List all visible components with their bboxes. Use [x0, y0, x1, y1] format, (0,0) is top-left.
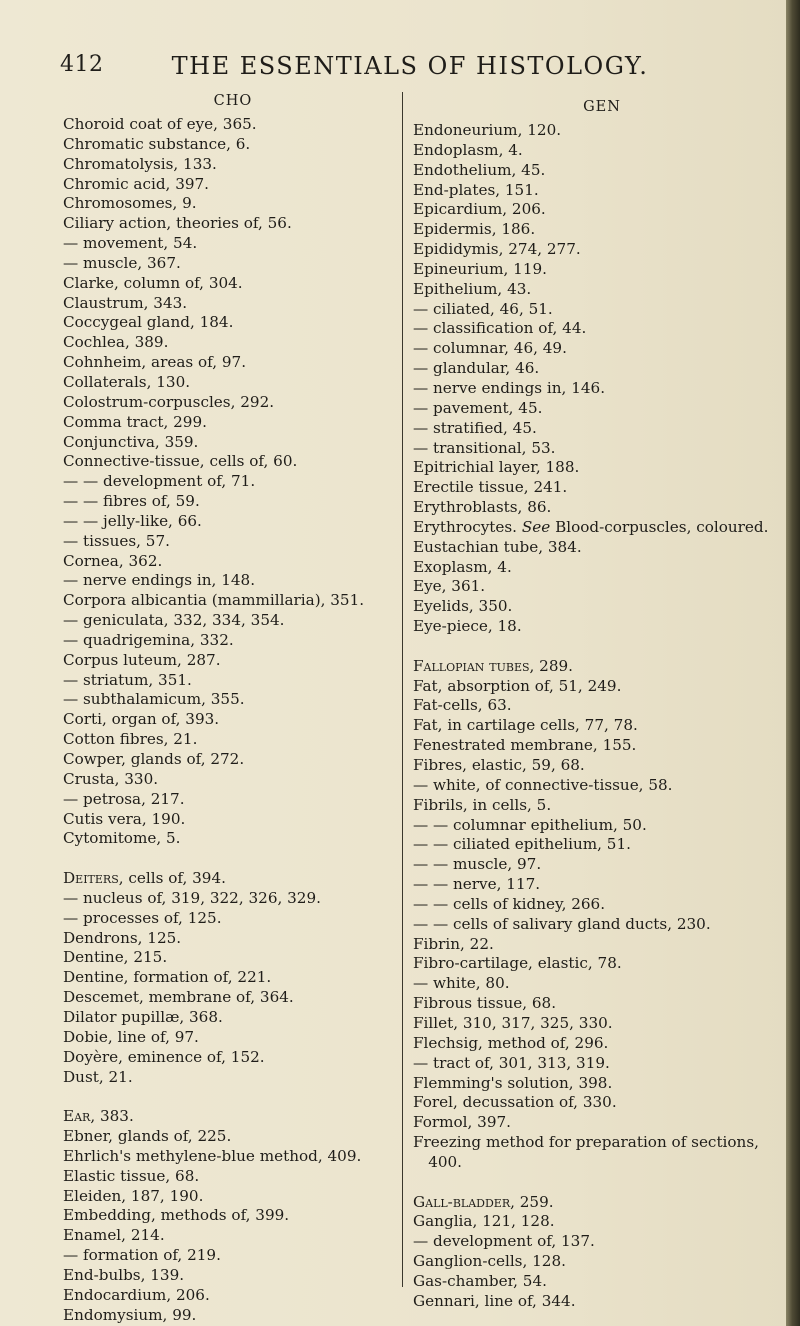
- index-entry: Chromic acid, 397.: [63, 174, 210, 193]
- index-list-e-end: [413, 538, 791, 637]
- index-entry: Gas-chamber, 54.: [413, 1271, 547, 1290]
- index-entry: — nerve endings in, 146.: [413, 378, 606, 397]
- index-entry: — tissues, 57.: [63, 531, 170, 550]
- index-entry: — formation of, 219.: [63, 1246, 221, 1265]
- guide-word-right: GEN: [583, 99, 621, 115]
- index-entry-erythrocytes: [413, 518, 791, 538]
- index-entry: Clarke, column of, 304.: [63, 273, 243, 292]
- index-entry: Fibro-cartilage, elastic, 78.: [413, 954, 622, 973]
- index-entry: Cotton fibres, 21.: [63, 730, 198, 749]
- section-gap: [413, 637, 791, 657]
- index-entry: Fat, in cartilage cells, 77, 78.: [413, 716, 638, 735]
- index-entry: — transitional, 53.: [413, 438, 556, 457]
- index-list-c: [63, 115, 403, 849]
- index-entry: — movement, 54.: [63, 234, 198, 253]
- index-entry: — nucleus of, 319, 322, 326, 329.: [63, 888, 321, 907]
- index-entry: End-plates, 151.: [413, 180, 539, 199]
- index-entry-freezing: Freezing method for preparation of sections, 400.: [413, 1133, 759, 1171]
- index-entry: Fibrous tissue, 68.: [413, 994, 557, 1013]
- index-entry: — glandular, 46.: [413, 359, 540, 378]
- index-entry: Embedding, methods of, 399.: [63, 1206, 290, 1225]
- index-entry: Connective-tissue, cells of, 60.: [63, 452, 298, 471]
- index-entry: End-bulbs, 139.: [63, 1265, 185, 1284]
- running-head: [60, 52, 760, 82]
- index-entry: — tract of, 301, 313, 319.: [413, 1053, 610, 1072]
- index-entry: Ciliary action, theories of, 56.: [63, 214, 292, 233]
- section-gap: [63, 1087, 403, 1107]
- entry-head: Erythrocytes.: [413, 517, 518, 536]
- index-entry: Fallopian tubes, 289.: [413, 656, 573, 675]
- index-entry: Eyelids, 350.: [413, 597, 513, 616]
- index-entry: Crusta, 330.: [63, 769, 159, 788]
- index-entry: Ehrlich's methylene-blue method, 409.: [63, 1146, 362, 1165]
- right-column: [413, 90, 791, 1312]
- index-entry: Eleiden, 187, 190.: [63, 1186, 204, 1205]
- index-entry: Deiters, cells of, 394.: [63, 869, 226, 888]
- index-entry: — geniculata, 332, 334, 354.: [63, 611, 285, 630]
- index-entry: Endocardium, 206.: [63, 1285, 210, 1304]
- index-entry: — — development of, 71.: [63, 472, 256, 491]
- index-entry: Flechsig, method of, 296.: [413, 1033, 609, 1052]
- index-entry: — — jelly-like, 66.: [63, 511, 202, 530]
- index-entry: — — ciliated epithelium, 51.: [413, 835, 631, 854]
- index-entry: — petrosa, 217.: [63, 789, 185, 808]
- index-entry: Cytomitome, 5.: [63, 829, 181, 848]
- index-entry: Endomysium, 99.: [63, 1305, 197, 1324]
- index-entry: Flemming's solution, 398.: [413, 1073, 613, 1092]
- index-entry: — quadrigemina, 332.: [63, 630, 234, 649]
- index-list-g: [413, 1193, 791, 1312]
- index-entry: Choroid coat of eye, 365.: [63, 115, 257, 133]
- index-list-d: [63, 869, 403, 1087]
- index-entry: — classification of, 44.: [413, 319, 587, 338]
- index-entry: Corpus luteum, 287.: [63, 650, 221, 669]
- index-entry: — white, of connective-tissue, 58.: [413, 775, 673, 794]
- index-entry: Forel, decussation of, 330.: [413, 1093, 617, 1112]
- index-entry: Collaterals, 130.: [63, 372, 191, 391]
- index-entry: — — cells of kidney, 266.: [413, 894, 606, 913]
- index-entry: Epineurium, 119.: [413, 259, 547, 278]
- index-entry: — striatum, 351.: [63, 670, 192, 689]
- page-number: 412: [60, 52, 104, 77]
- index-entry: — pavement, 45.: [413, 398, 543, 417]
- section-gap: [413, 1173, 791, 1193]
- index-entry: Exoplasm, 4.: [413, 557, 512, 576]
- index-entry: Cutis vera, 190.: [63, 809, 186, 828]
- index-entry: Dendrons, 125.: [63, 928, 182, 947]
- see-reference-target: Blood-corpuscles, coloured.: [555, 517, 769, 536]
- index-entry: Cochlea, 389.: [63, 333, 169, 352]
- index-entry: — — columnar epithelium, 50.: [413, 815, 647, 834]
- index-entry: Claustrum, 343.: [63, 293, 188, 312]
- index-entry: Descemet, membrane of, 364.: [63, 988, 294, 1007]
- index-entry: Enamel, 214.: [63, 1226, 165, 1245]
- index-entry: Ebner, glands of, 225.: [63, 1127, 232, 1146]
- index-entry: — — cells of salivary gland ducts, 230.: [413, 914, 711, 933]
- index-entry: Dobie, line of, 97.: [63, 1027, 199, 1046]
- index-entry: — subthalamicum, 355.: [63, 690, 245, 709]
- index-entry: Coccygeal gland, 184.: [63, 313, 234, 332]
- index-entry: Colostrum-corpuscles, 292.: [63, 392, 275, 411]
- index-entry: Fibres, elastic, 59, 68.: [413, 756, 585, 774]
- index-entry: Ganglion-cells, 128.: [413, 1252, 566, 1271]
- section-gap: [63, 849, 403, 869]
- index-entry: Epicardium, 206.: [413, 200, 546, 219]
- index-entry: Epithelium, 43.: [413, 279, 532, 298]
- index-entry: — muscle, 367.: [63, 253, 181, 272]
- index-entry: Chromatolysis, 133.: [63, 154, 217, 173]
- index-entry: Erythroblasts, 86.: [413, 498, 552, 517]
- index-entry: Doyère, eminence of, 152.: [63, 1047, 265, 1066]
- index-entry: Dilator pupillæ, 368.: [63, 1007, 223, 1026]
- index-entry: Epidermis, 186.: [413, 220, 536, 239]
- index-entry: Gennari, line of, 344.: [413, 1291, 576, 1310]
- index-entry: Formol, 397.: [413, 1113, 511, 1132]
- index-entry: Erectile tissue, 241.: [413, 478, 568, 497]
- see-reference-label: See: [521, 517, 551, 536]
- index-list-e: [63, 1107, 403, 1325]
- index-entry: Chromosomes, 9.: [63, 194, 197, 213]
- index-entry: Conjunctiva, 359.: [63, 432, 199, 451]
- index-entry: Dentine, 215.: [63, 948, 168, 967]
- index-entry: — stratified, 45.: [413, 418, 537, 437]
- index-entry: Cornea, 362.: [63, 551, 163, 570]
- running-title: THE ESSENTIALS OF HISTOLOGY.: [171, 52, 649, 80]
- index-entry: Ganglia, 121, 128.: [413, 1212, 555, 1231]
- index-entry: Ear, 383.: [63, 1107, 134, 1126]
- index-entry: Eye, 361.: [413, 577, 486, 596]
- index-entry: Chromatic substance, 6.: [63, 134, 251, 153]
- index-entry: Endothelium, 45.: [413, 160, 546, 179]
- left-column: [63, 90, 403, 1325]
- index-entry: — columnar, 46, 49.: [413, 339, 567, 358]
- index-entry: Comma tract, 299.: [63, 412, 207, 431]
- index-entry: Epitrichial layer, 188.: [413, 458, 580, 477]
- index-entry: Fibrils, in cells, 5.: [413, 795, 552, 814]
- index-entry: Fenestrated membrane, 155.: [413, 736, 637, 755]
- index-entry: — — fibres of, 59.: [63, 492, 200, 511]
- index-entry: Fibrin, 22.: [413, 934, 494, 953]
- index-entry: Dust, 21.: [63, 1067, 133, 1086]
- index-entry: Epididymis, 274, 277.: [413, 240, 581, 259]
- index-entry: — ciliated, 46, 51.: [413, 299, 553, 318]
- guide-word-left: CHO: [213, 93, 253, 109]
- index-list-e-cont: [413, 121, 791, 518]
- index-list-f: [413, 657, 791, 1133]
- index-entry: Cowper, glands of, 272.: [63, 750, 245, 768]
- index-entry: — processes of, 125.: [63, 908, 222, 927]
- index-entry: Endoneurium, 120.: [413, 121, 562, 139]
- index-entry: — development of, 137.: [413, 1232, 595, 1251]
- book-spine-edge: [786, 0, 800, 1326]
- index-entry: — — muscle, 97.: [413, 855, 542, 874]
- index-entry: Elastic tissue, 68.: [63, 1166, 200, 1185]
- index-entry: Fat-cells, 63.: [413, 696, 512, 715]
- index-entry: Dentine, formation of, 221.: [63, 968, 272, 987]
- index-entry: Endoplasm, 4.: [413, 140, 523, 159]
- index-entry: — — nerve, 117.: [413, 875, 541, 894]
- index-entry: Gall-bladder, 259.: [413, 1192, 554, 1211]
- index-entry: — nerve endings in, 148.: [63, 571, 256, 590]
- index-entry: Fillet, 310, 317, 325, 330.: [413, 1013, 613, 1032]
- index-entry: Cohnheim, areas of, 97.: [63, 353, 247, 372]
- index-entry: Eustachian tube, 384.: [413, 537, 582, 556]
- index-entry: Corti, organ of, 393.: [63, 710, 220, 729]
- index-entry: Eye-piece, 18.: [413, 617, 522, 636]
- index-entry: Fat, absorption of, 51, 249.: [413, 676, 622, 695]
- index-entry: Corpora albicantia (mammillaria), 351.: [63, 591, 365, 610]
- index-entry: — white, 80.: [413, 974, 510, 993]
